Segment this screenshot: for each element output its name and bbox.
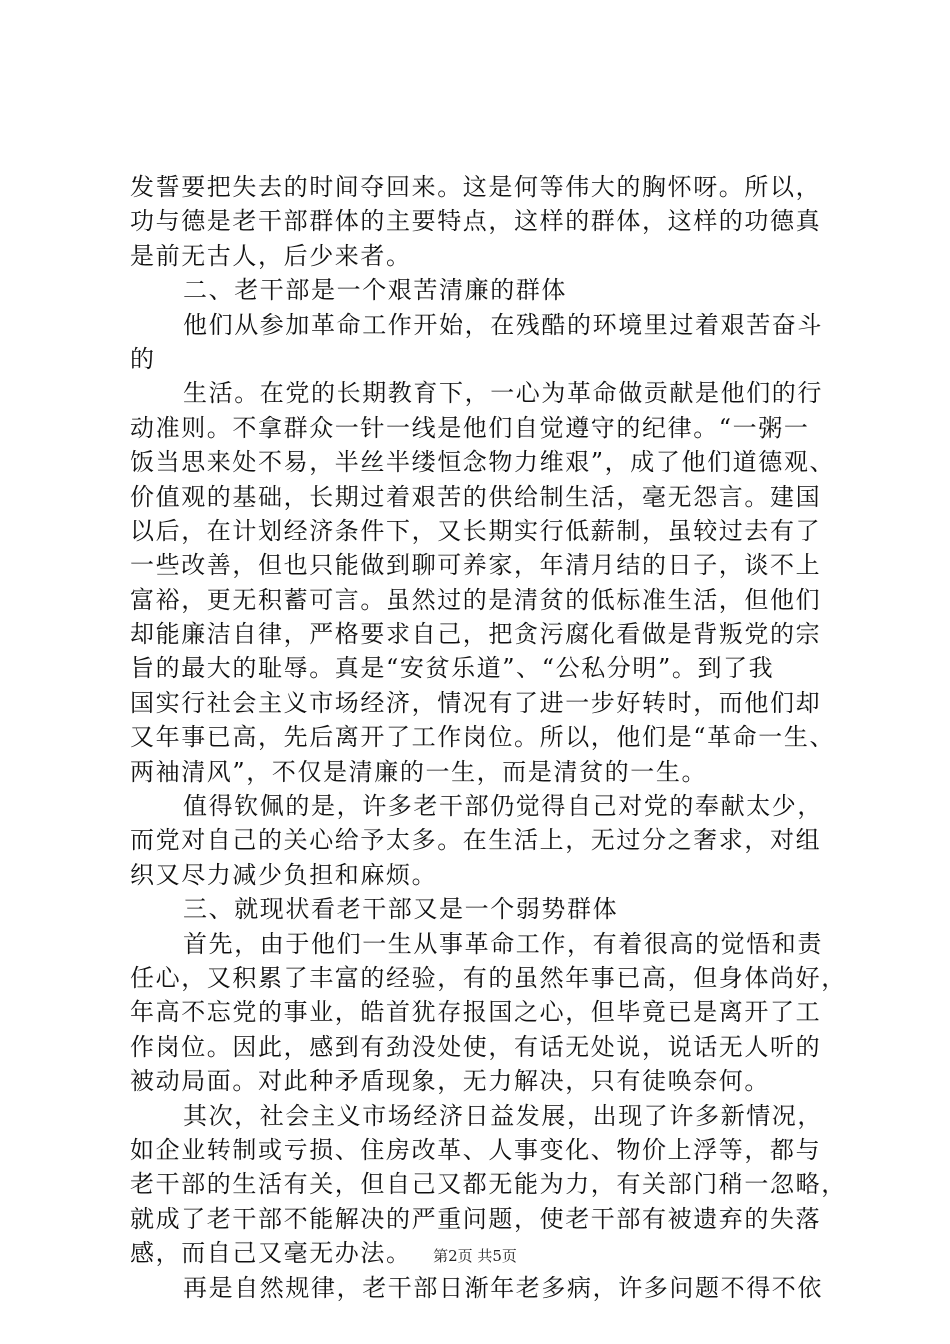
text-line: 旨的最大的耻辱。真是“安贫乐道”、“公私分明”。到了我 [130,654,775,683]
text-line: 二、老干部是一个艰苦清廉的群体 [183,276,567,305]
text-line: 三、就现状看老干部又是一个弱势群体 [183,895,619,924]
text-line: 生活。在党的长期教育下，一心为革命做贡献是他们的行 [183,379,823,408]
text-line: 就成了老干部不能解决的严重问题，使老干部有被遗弃的失落 [130,1204,822,1233]
text-line: 感，而自己又毫无办法。 [130,1239,412,1268]
text-line: 年高不忘党的事业，皓首犹存报国之心，但毕竟已是离开了工 [130,998,822,1027]
text-line: 两袖清风”，不仅是清廉的一生，而是清贫的一生。 [130,757,708,786]
text-line: 以后，在计划经济条件下，又长期实行低薪制，虽较过去有了 [130,516,822,545]
text-line: 任心，又积累了丰富的经验，有的虽然年事已高，但身体尚好， [130,963,847,992]
page-footer: 第2页 共5页 [433,1247,517,1265]
text-line: 一些改善，但也只能做到聊可养家，年清月结的日子，谈不上 [130,551,822,580]
text-line: 其次，社会主义市场经济日益发展，出现了许多新情况， [183,1101,823,1130]
text-line: 的 [130,344,156,373]
text-line: 织又尽力减少负担和麻烦。 [130,860,438,889]
text-line: 如企业转制或亏损、住房改革、人事变化、物价上浮等，都与 [130,1135,822,1164]
text-line: 功与德是老干部群体的主要特点，这样的群体，这样的功德真 [130,207,822,236]
text-line: 被动局面。对此种矛盾现象，无力解决，只有徒唤奈何。 [130,1067,770,1096]
text-line: 老干部的生活有关，但自己又都无能为力，有关部门稍一忽略， [130,1170,847,1199]
text-line: 发誓要把失去的时间夺回来。这是何等伟大的胸怀呀。所以， [130,173,822,201]
text-line: 国实行社会主义市场经济，情况有了进一步好转时，而他们却 [130,688,822,717]
text-line: 而党对自己的关心给予太多。在生活上，无过分之奢求，对组 [130,826,822,855]
text-line: 值得钦佩的是，许多老干部仍觉得自己对党的奉献太少， [183,792,823,821]
text-line: 作岗位。因此，感到有劲没处使，有话无处说，说话无人听的 [130,1032,822,1061]
text-line: 首先，由于他们一生从事革命工作，有着很高的觉悟和责 [183,929,823,958]
text-line: 再是自然规律，老干部日渐年老多病，许多问题不得不依 [183,1273,823,1302]
text-line: 饭当思来处不易，半丝半缕恒念物力维艰”，成了他们道德观、 [130,448,836,477]
text-line: 富裕，更无积蓄可言。虽然过的是清贫的低标准生活，但他们 [130,585,822,614]
text-line: 却能廉洁自律，严格要求自己，把贪污腐化看做是背叛党的宗 [130,620,822,649]
text-line: 动准则。不拿群众一针一线是他们自觉遵守的纪律。“一粥一 [130,413,810,442]
text-line: 是前无古人，后少来者。 [130,241,412,270]
document-body [130,170,847,1305]
text-line: 又年事已高，先后离开了工作岗位。所以，他们是“革命一生、 [130,723,836,752]
text-line: 价值观的基础，长期过着艰苦的供给制生活，毫无怨言。建国 [130,482,822,511]
text-line: 他们从参加革命工作开始，在残酷的环境里过着艰苦奋斗 [183,310,823,339]
